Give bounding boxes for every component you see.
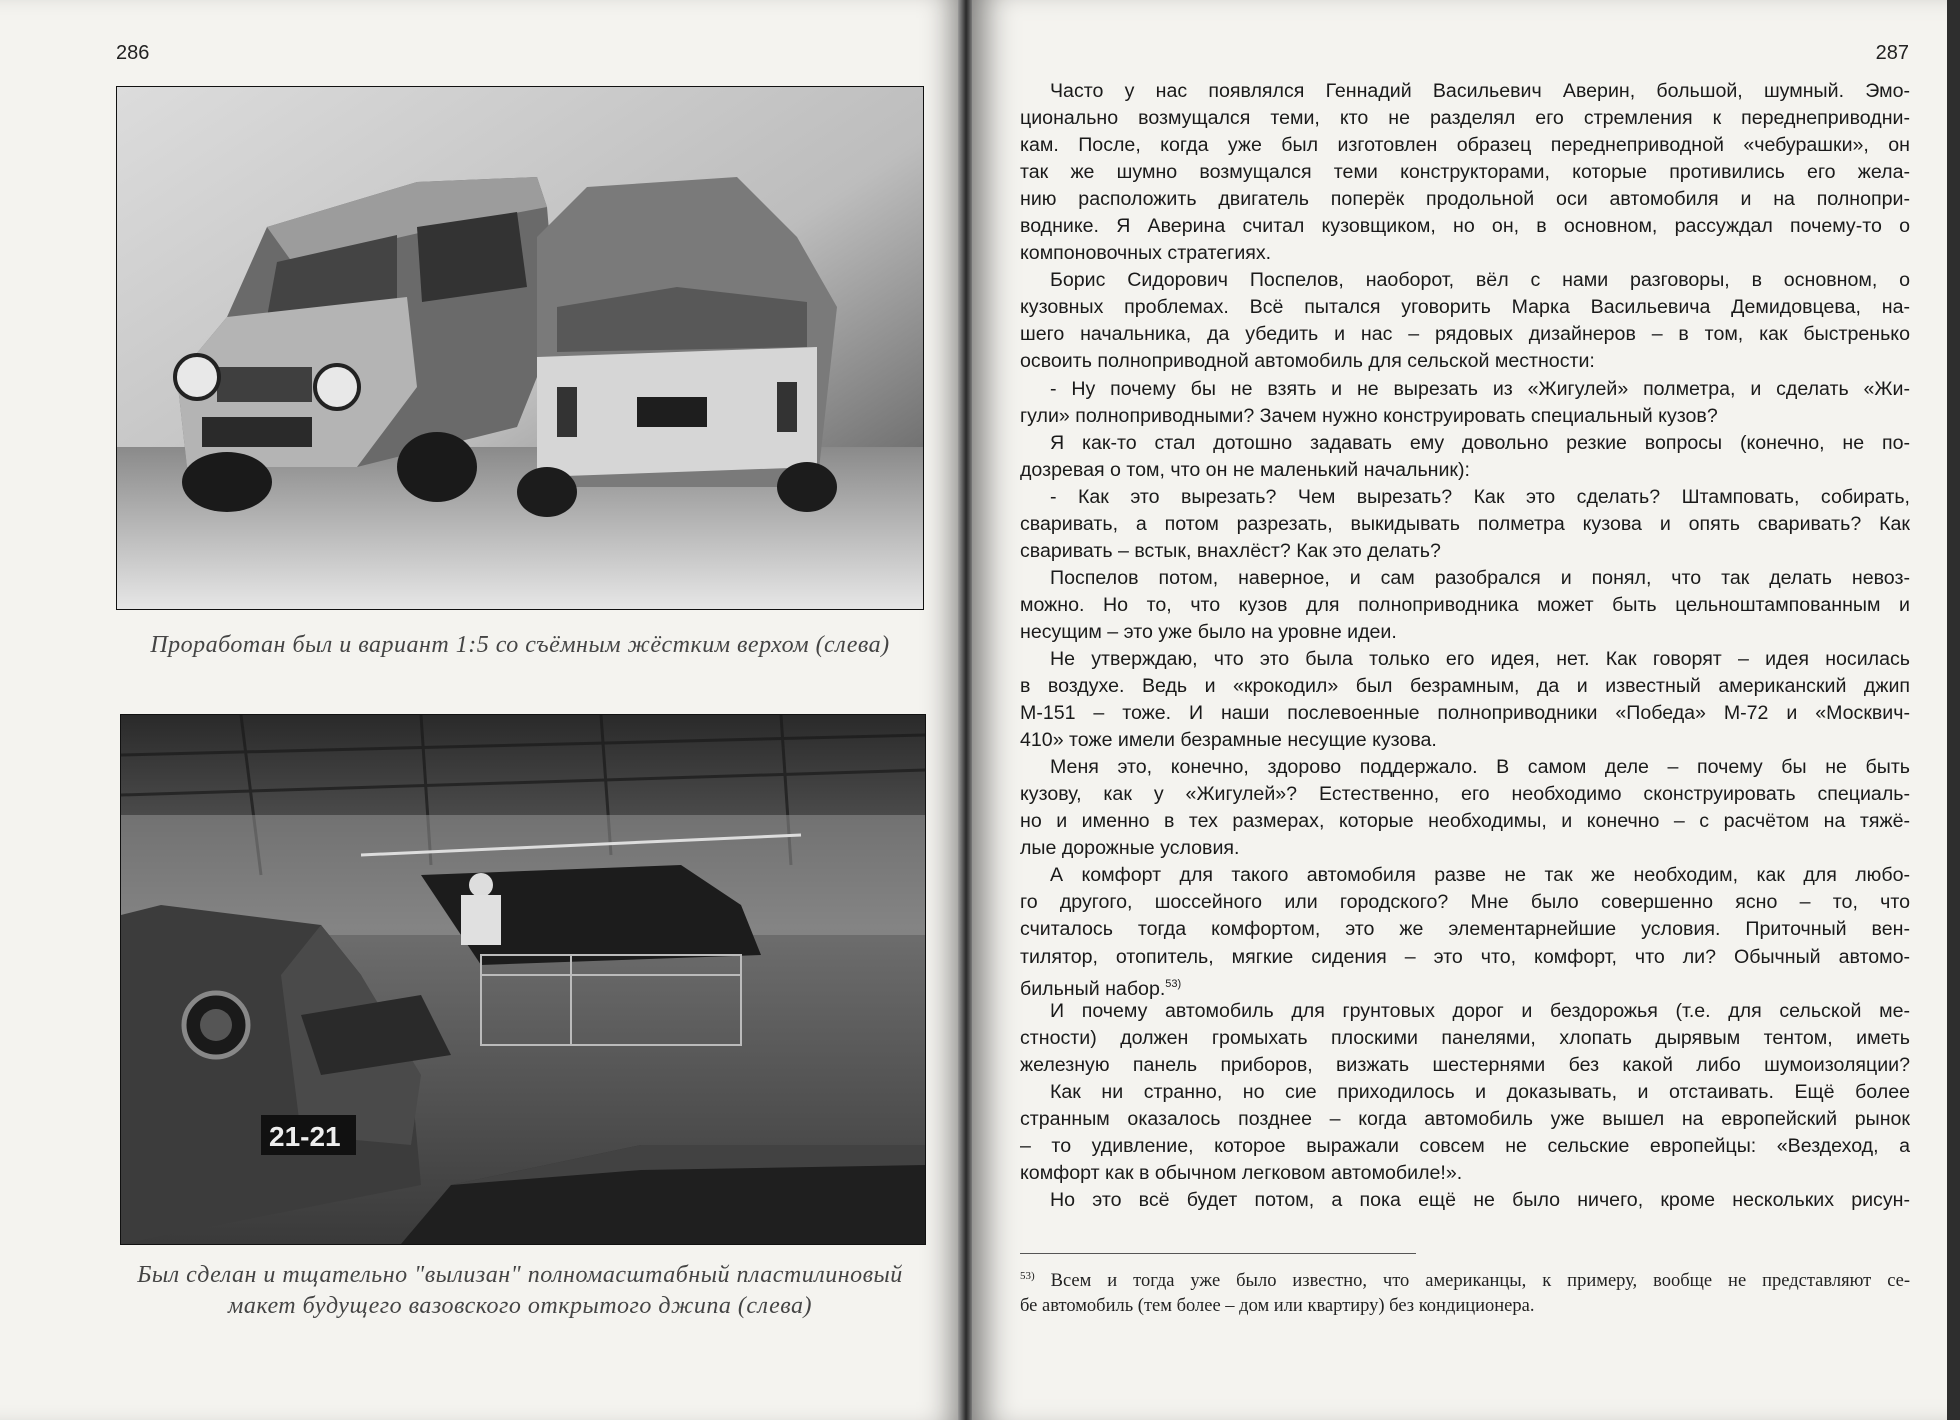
text-line: – то удивление, которое выражали совсем не сельские европейцы: «Вездеход, а: [1020, 1134, 1910, 1157]
photo-car-models: [116, 86, 924, 610]
text-line: кузову, как у «Жигулей»? Естественно, его необходимо сконструировать специаль-: [1020, 783, 1910, 806]
text-line: Часто у нас появлялся Геннадий Васильевич Аверин, большой, шумный. Эмо-: [1050, 80, 1910, 102]
text-line: странным оказалось позднее – когда автомобиль уже вышел на европейский рынок: [1020, 1107, 1910, 1130]
footnote-line-1: [1020, 1264, 1910, 1294]
text-line: тилятор, отопитель, мягкие сидения – это что, комфорт, что ли? Обычный автомо-: [1020, 945, 1910, 968]
footnote-text-2: бе автомобиль (тем более – дом или квартиру) без кондиционера.: [1020, 1296, 1535, 1316]
text-line: Борис Сидорович Поспелов, наоборот, вёл с нами разговоры, в основном, о: [1050, 269, 1910, 292]
text-line: но и именно в тех размерах, которые необходимы, и конечно – с расчётом на тяжё-: [1020, 810, 1910, 833]
main-text: [1020, 78, 1910, 1214]
text-line: компоновочных стратегиях.: [1020, 242, 1272, 265]
text-line: Не утверждаю, что это была только его идея, нет. Как говорят – идея носилась: [1050, 647, 1910, 670]
text-line: го другого, шоссейного или городского? Мне было совершенно ясно – то, что: [1020, 891, 1910, 914]
text-line: несущим – это уже было на уровне идеи.: [1020, 620, 1397, 643]
text-line: кузовных проблемах. Всё пытался уговорить Марка Васильевича Демидовцева, на-: [1020, 296, 1910, 319]
text-line: воднике. Я Аверина считал кузовщиком, но он, в основном, рассуждал почему-то о: [1020, 215, 1910, 238]
text-line: железную панель приборов, визжать шестернями без какой либо шумоизоляции?: [1020, 1053, 1910, 1076]
text-line: можно. Но то, что кузов для полноприводника может быть цельноштампованным и: [1020, 593, 1910, 616]
footnote: [1020, 1264, 1910, 1319]
text-line: шего начальника, да убедить и нас – рядовых дизайнеров – в том, как быстренько: [1020, 323, 1910, 346]
text-line: бильный набор.: [1020, 977, 1166, 1000]
text-line: - Как это вырезать? Чем вырезать? Как это сделать? Штамповать, собирать,: [1050, 485, 1910, 508]
text-line: комфорт как в обычном легковом автомобиле!».: [1020, 1161, 1463, 1184]
text-line: так же шумно возмущался теми конструкторами, которые противились его жела-: [1020, 161, 1910, 184]
text-line: сваривать – встык, внахлёст? Как это делать?: [1020, 539, 1441, 562]
text-line: дозревая о том, что он не маленький начальник):: [1020, 458, 1470, 481]
footnote-number: 53): [1020, 1270, 1035, 1282]
text-line: стности) должен громыхать плоскими панелями, хлопать дырявым тентом, иметь: [1020, 1026, 1910, 1049]
photo-caption-1: Проработан был и вариант 1:5 со съёмным жёстким верхом (слева): [150, 632, 890, 658]
text-line: Как ни странно, но сие приходилось и доказывать, и отстаивать. Ещё более: [1050, 1080, 1910, 1103]
text-line: М-151 – тоже. И наши послевоенные полноприводники «Победа» М-72 и «Москвич-: [1020, 702, 1910, 725]
text-line: И почему автомобиль для грунтовых дорог и бездорожья (т.е. для сельской ме-: [1050, 999, 1910, 1022]
text-line: сваривать, а потом разрезать, выкидывать полметра кузова и опять сваривать? Как: [1020, 512, 1910, 535]
photo-caption-2: [100, 1260, 940, 1322]
text-line: - Ну почему бы не взять и не вырезать из «Жигулей» полметра, и сделать «Жи-: [1050, 377, 1910, 400]
text-line: считалось тогда комфортом, это же элементарнейшие условия. Приточный вен-: [1020, 918, 1910, 941]
footnote-text-1: Всем и тогда уже было известно, что американцы, к примеру, вообще не представляют се-: [1050, 1271, 1911, 1291]
photo-caption-2-line-2: макет будущего вазовского открытого джипа (слева): [228, 1293, 812, 1319]
photo-clay-model-workshop: [120, 714, 926, 1245]
page-number-right: 287: [1875, 42, 1909, 64]
text-line: кам. После, когда уже был изготовлен образец переднеприводной «чебурашки», он: [1020, 134, 1910, 157]
text-line: в воздухе. Ведь и «крокодил» был безрамным, да и известный американский джип: [1020, 675, 1910, 698]
left-page: [0, 0, 962, 1420]
text-line: освоить полноприводной автомобиль для сельской местности:: [1020, 350, 1595, 373]
text-line: ционально возмущался теми, кто не разделял его стремления к переднеприводни-: [1020, 107, 1910, 130]
footnote-reference: 53): [1165, 977, 1182, 990]
text-line: Но это всё будет потом, а пока ещё не было ничего, кроме нескольких рисун-: [1050, 1188, 1910, 1211]
text-line: Я как-то стал дотошно задавать ему довольно резкие вопросы (конечно, не по-: [1050, 431, 1910, 454]
license-plate-text: 21-21: [269, 1121, 341, 1152]
footnote-divider: [1020, 1253, 1416, 1254]
text-line-with-footnote: [1020, 971, 1910, 998]
text-line: лые дорожные условия.: [1020, 837, 1240, 860]
page-number-left: 286: [116, 42, 150, 64]
text-line: нию расположить двигатель поперёк продольной оси автомобиля и на полнопри-: [1020, 188, 1910, 211]
text-line: Поспелов потом, наверное, и сам разобрался и понял, что так делать невоз-: [1050, 566, 1910, 589]
text-line: Меня это, конечно, здорово поддержало. В самом деле – почему бы не быть: [1050, 756, 1910, 779]
photo-caption-2-line-1: Был сделан и тщательно "вылизан" полномасштабный пластилиновый: [137, 1262, 903, 1288]
text-line: А комфорт для такого автомобиля разве не так же необходим, как для любо-: [1050, 864, 1910, 887]
right-page: [972, 0, 1947, 1420]
text-line: гули» полноприводными? Зачем нужно конструировать специальный кузов?: [1020, 404, 1718, 427]
text-line: 410» тоже имели безрамные несущие кузова.: [1020, 729, 1437, 752]
